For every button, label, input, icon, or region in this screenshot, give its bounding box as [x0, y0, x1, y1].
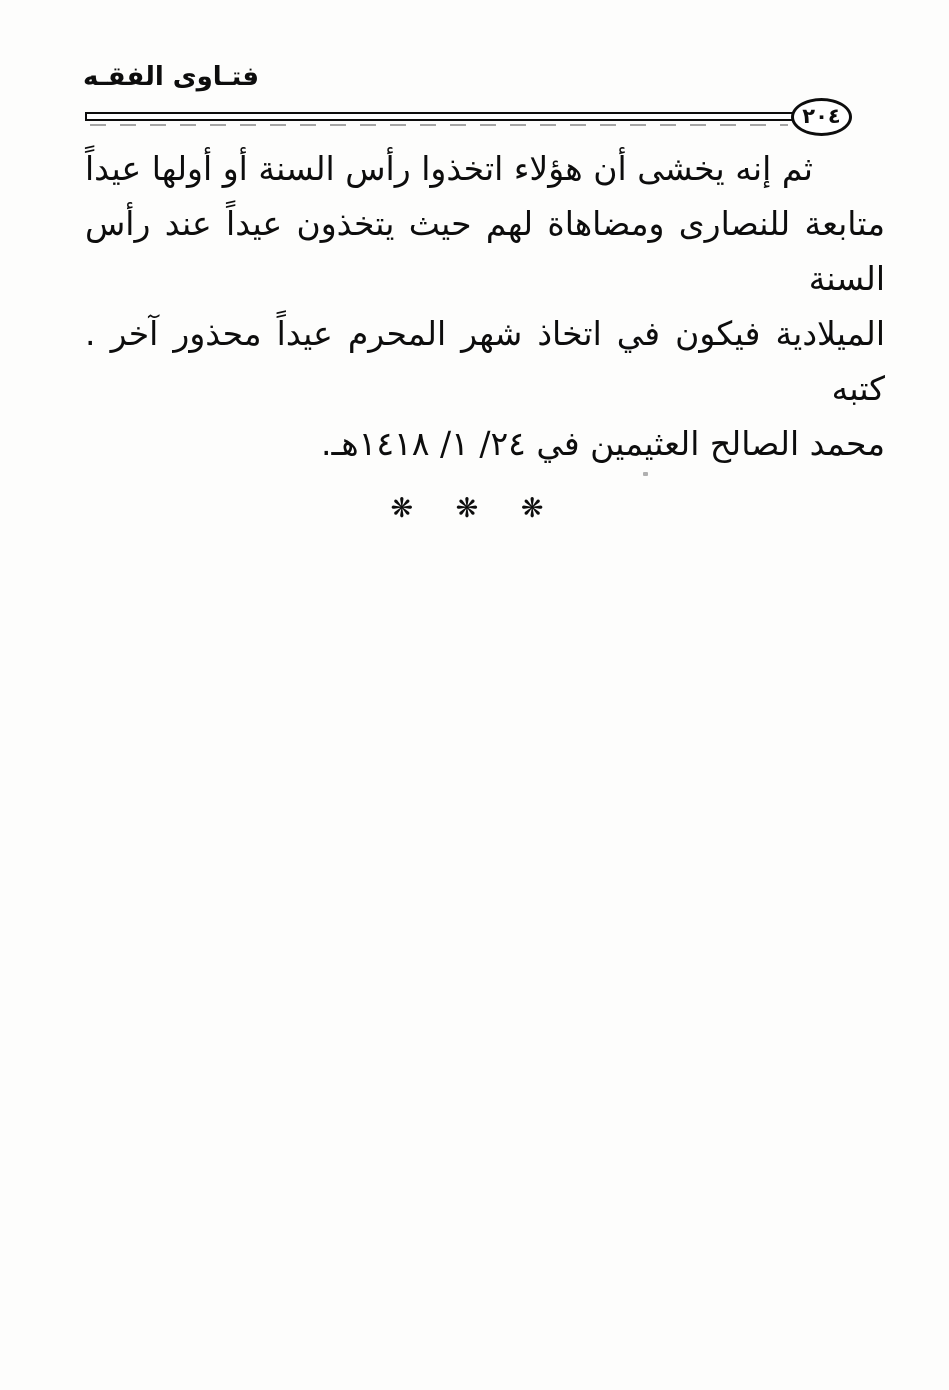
page-number: ٢٠٤ [802, 103, 841, 128]
fatwa-text [85, 141, 885, 536]
paragraph-line: الميلادية فيكون في اتخاذ شهر المحرم عيداً محذور آخر . كتبه [85, 314, 885, 408]
paragraph-line: محمد الصالح العثيمين في ٢٤/ ١/ ١٤١٨هـ. [321, 424, 885, 463]
paragraph-line: متابعة للنصارى ومضاهاة لهم حيث يتخذون عيداً عند رأس السنة [85, 204, 885, 298]
section-divider-asterisks: ❋ ❋ ❋ [390, 493, 544, 524]
header-rule [85, 112, 793, 121]
page-number-badge [791, 98, 852, 136]
paragraph-line: ثم إنه يخشى أن هؤلاء اتخذوا رأس السنة أو أولها عيداً [85, 149, 813, 188]
header-rule-shadow [90, 124, 788, 126]
book-title: فتـاوى الفقـه [83, 62, 260, 92]
scan-speck [643, 472, 648, 476]
